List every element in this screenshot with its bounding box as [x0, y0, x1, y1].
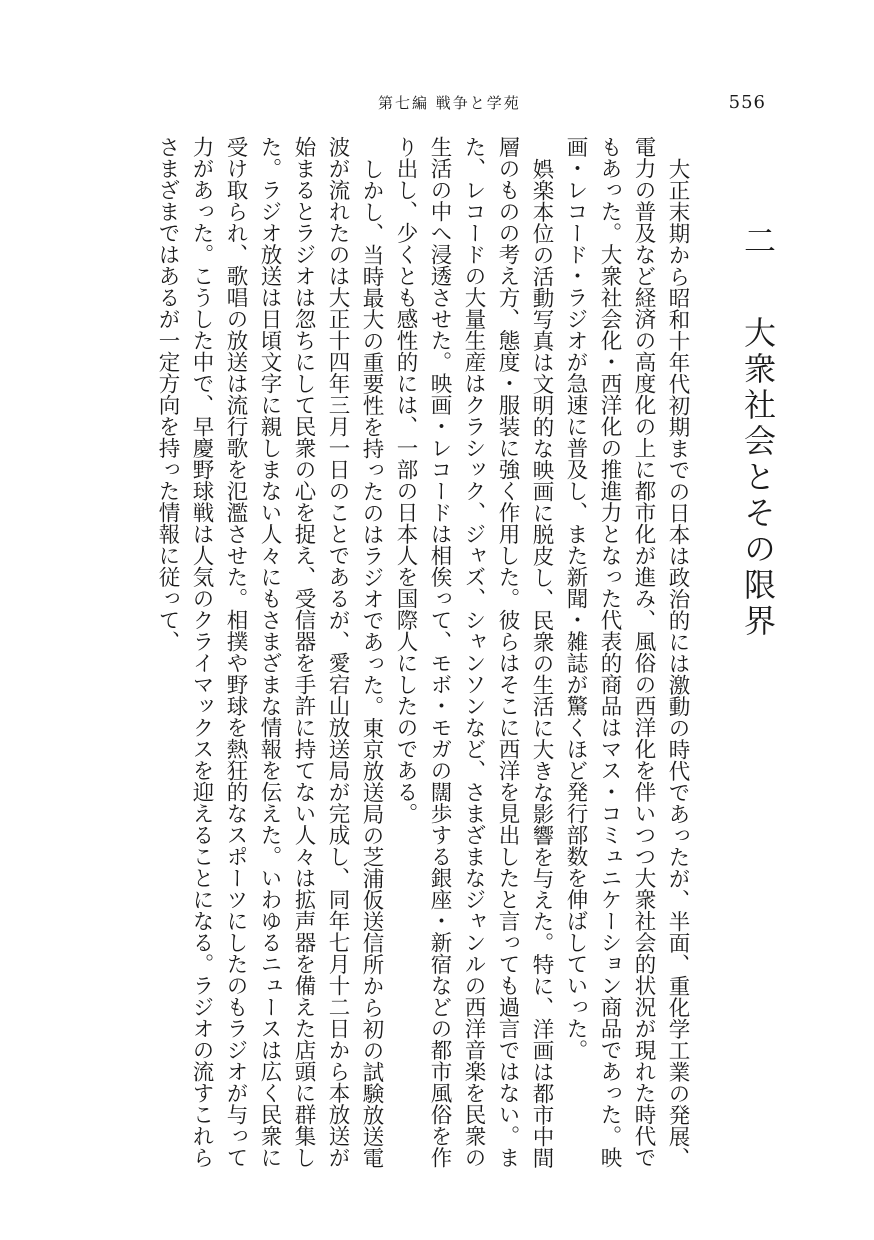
section-title: 大衆社会とその限界 — [739, 316, 777, 640]
paragraph-1: 大正末期から昭和十年代初期までの日本は政治的には激動の時代であったが、半面、重化学工業の発展、電力の普及など経済の高度化の上に都市化が進み、風俗の西洋化を伴いつつ大衆社会的状況が現れた時代でもあった。大衆社会化・西洋化の推進力となった代表的商品はマス・コミュニケーション商品であった。映画・レコード・ラジオが急速に普及し、また新聞・雑誌が驚くほど発行部数を伸ばしていった。 — [563, 136, 690, 1168]
section-heading — [738, 136, 778, 1186]
paragraph-3: しかし、当時最大の重要性を持ったのはラジオであった。東京放送局の芝浦仮送信所から初の試験放送電波が流れたのは大正十四年三月一日のことであるが、愛宕山放送局が完成し、同年七月十二日から本放送が始まるとラジオは忽ちにして民衆の心を捉え、受信器を手許に持てない人々は拡声器を備えた店頭に群集した。ラジオ放送は日頃文字に親しまない人々にもさまざまな情報を伝えた。いわゆるニュースは広く民衆に受け取られ、歌唱の放送は流行歌を氾濫させた。相撲や野球を熱狂的なスポーツにしたのもラジオが与って力があった。こうした中で、早慶野球戦は人気のクライマックスを迎えることになる。ラジオの流すこれらさまざまではあるが一定方向を持った情報に従って、 — [155, 136, 384, 1168]
running-head: 第七編 戦争と学苑 — [378, 94, 521, 112]
section-number: 二 — [739, 224, 777, 260]
paragraph-2: 娯楽本位の活動写真は文明的な映画に脱皮し、民衆の生活に大きな影響を与えた。特に、洋画は都市中間層のものの考え方、態度・服装に強く作用した。彼らはそこに西洋を見出したと言っても過言ではない。また、レコードの大量生産はクラシック、ジャズ、シャンソンなど、さまざまなジャンルの西洋音楽を民衆の生活の中へ浸透させた。映画・レコードは相俟って、モボ・モガの闊歩する銀座・新宿などの都市風俗を作り出し、少くとも感性的には、一部の日本人を国際人にしたのである。 — [393, 136, 554, 1168]
page-number: 556 — [728, 92, 766, 113]
page-body — [150, 136, 778, 1186]
